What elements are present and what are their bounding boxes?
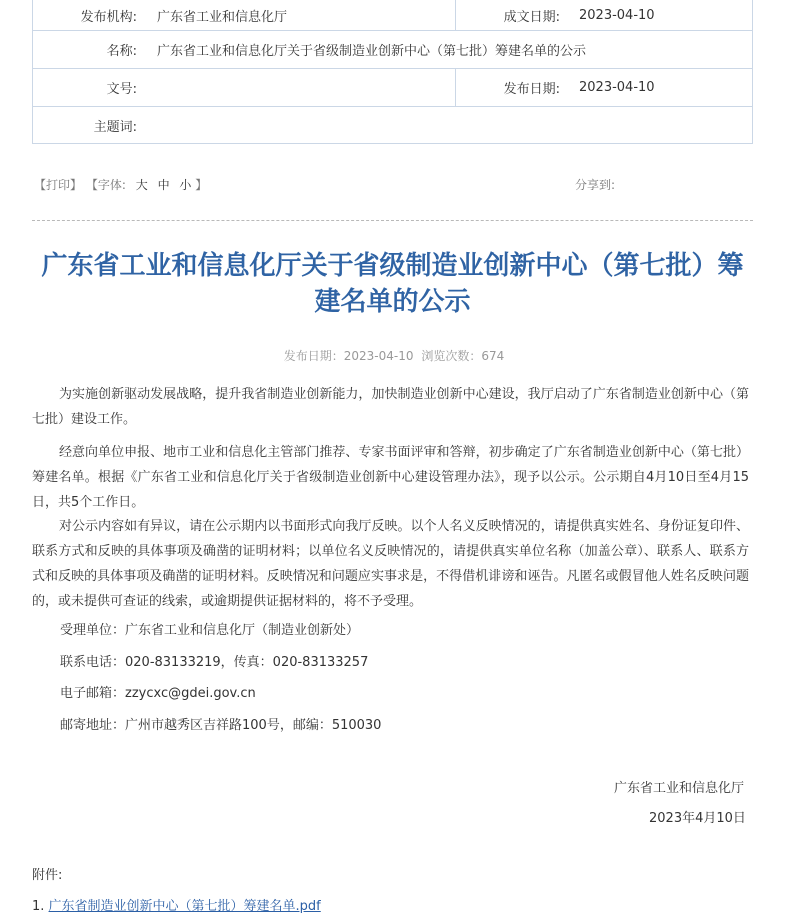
attachment-index: 1. — [32, 899, 45, 914]
meta-row-issuer — [33, 0, 752, 31]
share-label: 分享到: — [575, 178, 616, 192]
article-toolbar — [34, 176, 207, 193]
contact-phone: 联系电话：020-83133219，传真：020-83133257 — [60, 655, 369, 670]
created-date-label: 成文日期: — [503, 9, 560, 25]
print-button[interactable]: 【打印】 — [34, 178, 83, 192]
publish-info — [0, 347, 788, 364]
subject-label: 主题词: — [93, 120, 137, 135]
attachment-link[interactable]: 广东省制造业创新中心（第七批）筹建名单.pdf — [48, 899, 321, 914]
signature-date: 2023年4月10日 — [649, 811, 746, 826]
signature-org: 广东省工业和信息化厅 — [614, 781, 745, 796]
font-size-close: 】 — [195, 178, 208, 192]
docno-label: 文号: — [106, 82, 137, 97]
attachment-item — [32, 895, 321, 914]
font-medium-button[interactable]: 中 — [157, 178, 170, 192]
meta-row-subject — [33, 107, 752, 144]
dashed-divider — [32, 220, 753, 221]
attachments-label: 附件: — [32, 868, 63, 883]
font-small-button[interactable]: 小 — [179, 178, 192, 192]
font-large-button[interactable]: 大 — [135, 178, 148, 192]
meta-row-name — [33, 31, 752, 69]
issuer-label: 发布机构: — [80, 9, 137, 25]
contact-address: 邮寄地址：广州市越秀区吉祥路100号，邮编：510030 — [60, 718, 382, 733]
created-date-value: 2023-04-10 — [579, 7, 655, 23]
name-label: 名称: — [106, 44, 137, 59]
publish-date: 发布日期：2023-04-10 — [283, 349, 414, 363]
font-size-label: 【字体: — [85, 178, 126, 192]
contact-unit: 受理单位：广东省工业和信息化厅（制造业创新处） — [60, 623, 360, 638]
paragraph-objection: 对公示内容如有异议，请在公示期内以书面形式向我厅反映。以个人名义反映情况的，请提供真实姓名、身份证复印件、联系方式和反映的具体事项及确凿的证明材料；以单位名义反映情况的，请提供真实单位名称（加盖公章）、联系人、联系方式和反映的具体事项及确凿的证明材料。反映情况和问题应实事求是，不得借机诽谤和诬告。凡匿名或假冒他人姓名反映问题的，或未提供可查证的线索，或逾期提供证据材料的，将不予受理。 — [32, 519, 749, 609]
view-count: 浏览次数：674 — [421, 349, 505, 363]
paragraph-intro: 为实施创新驱动发展战略，提升我省制造业创新能力，加快制造业创新中心建设，我厅启动了广东省制造业创新中心（第七批）建设工作。 — [32, 387, 749, 427]
issuer-value: 广东省工业和信息化厅 — [157, 9, 288, 25]
contact-email: 电子邮箱：zzycxc@gdei.gov.cn — [60, 686, 256, 701]
document-metadata-table — [32, 0, 753, 144]
meta-row-docno — [33, 69, 752, 107]
article-title: 广东省工业和信息化厅关于省级制造业创新中心（第七批）筹建名单的公示 — [41, 251, 744, 317]
published-date-value: 2023-04-10 — [579, 80, 655, 95]
published-date-label: 发布日期: — [503, 82, 560, 97]
paragraph-list-info: 经意向单位申报、地市工业和信息化主管部门推荐、专家书面评审和答辩，初步确定了广东省制造业创新中心（第七批）筹建名单。根据《广东省工业和信息化厅关于省级制造业创新中心建设管理办法》，现予以公示。公示期自4月10日至4月15日，共5个工作日。 — [32, 445, 749, 510]
name-value: 广东省工业和信息化厅关于省级制造业创新中心（第七批）筹建名单的公示 — [157, 44, 587, 59]
